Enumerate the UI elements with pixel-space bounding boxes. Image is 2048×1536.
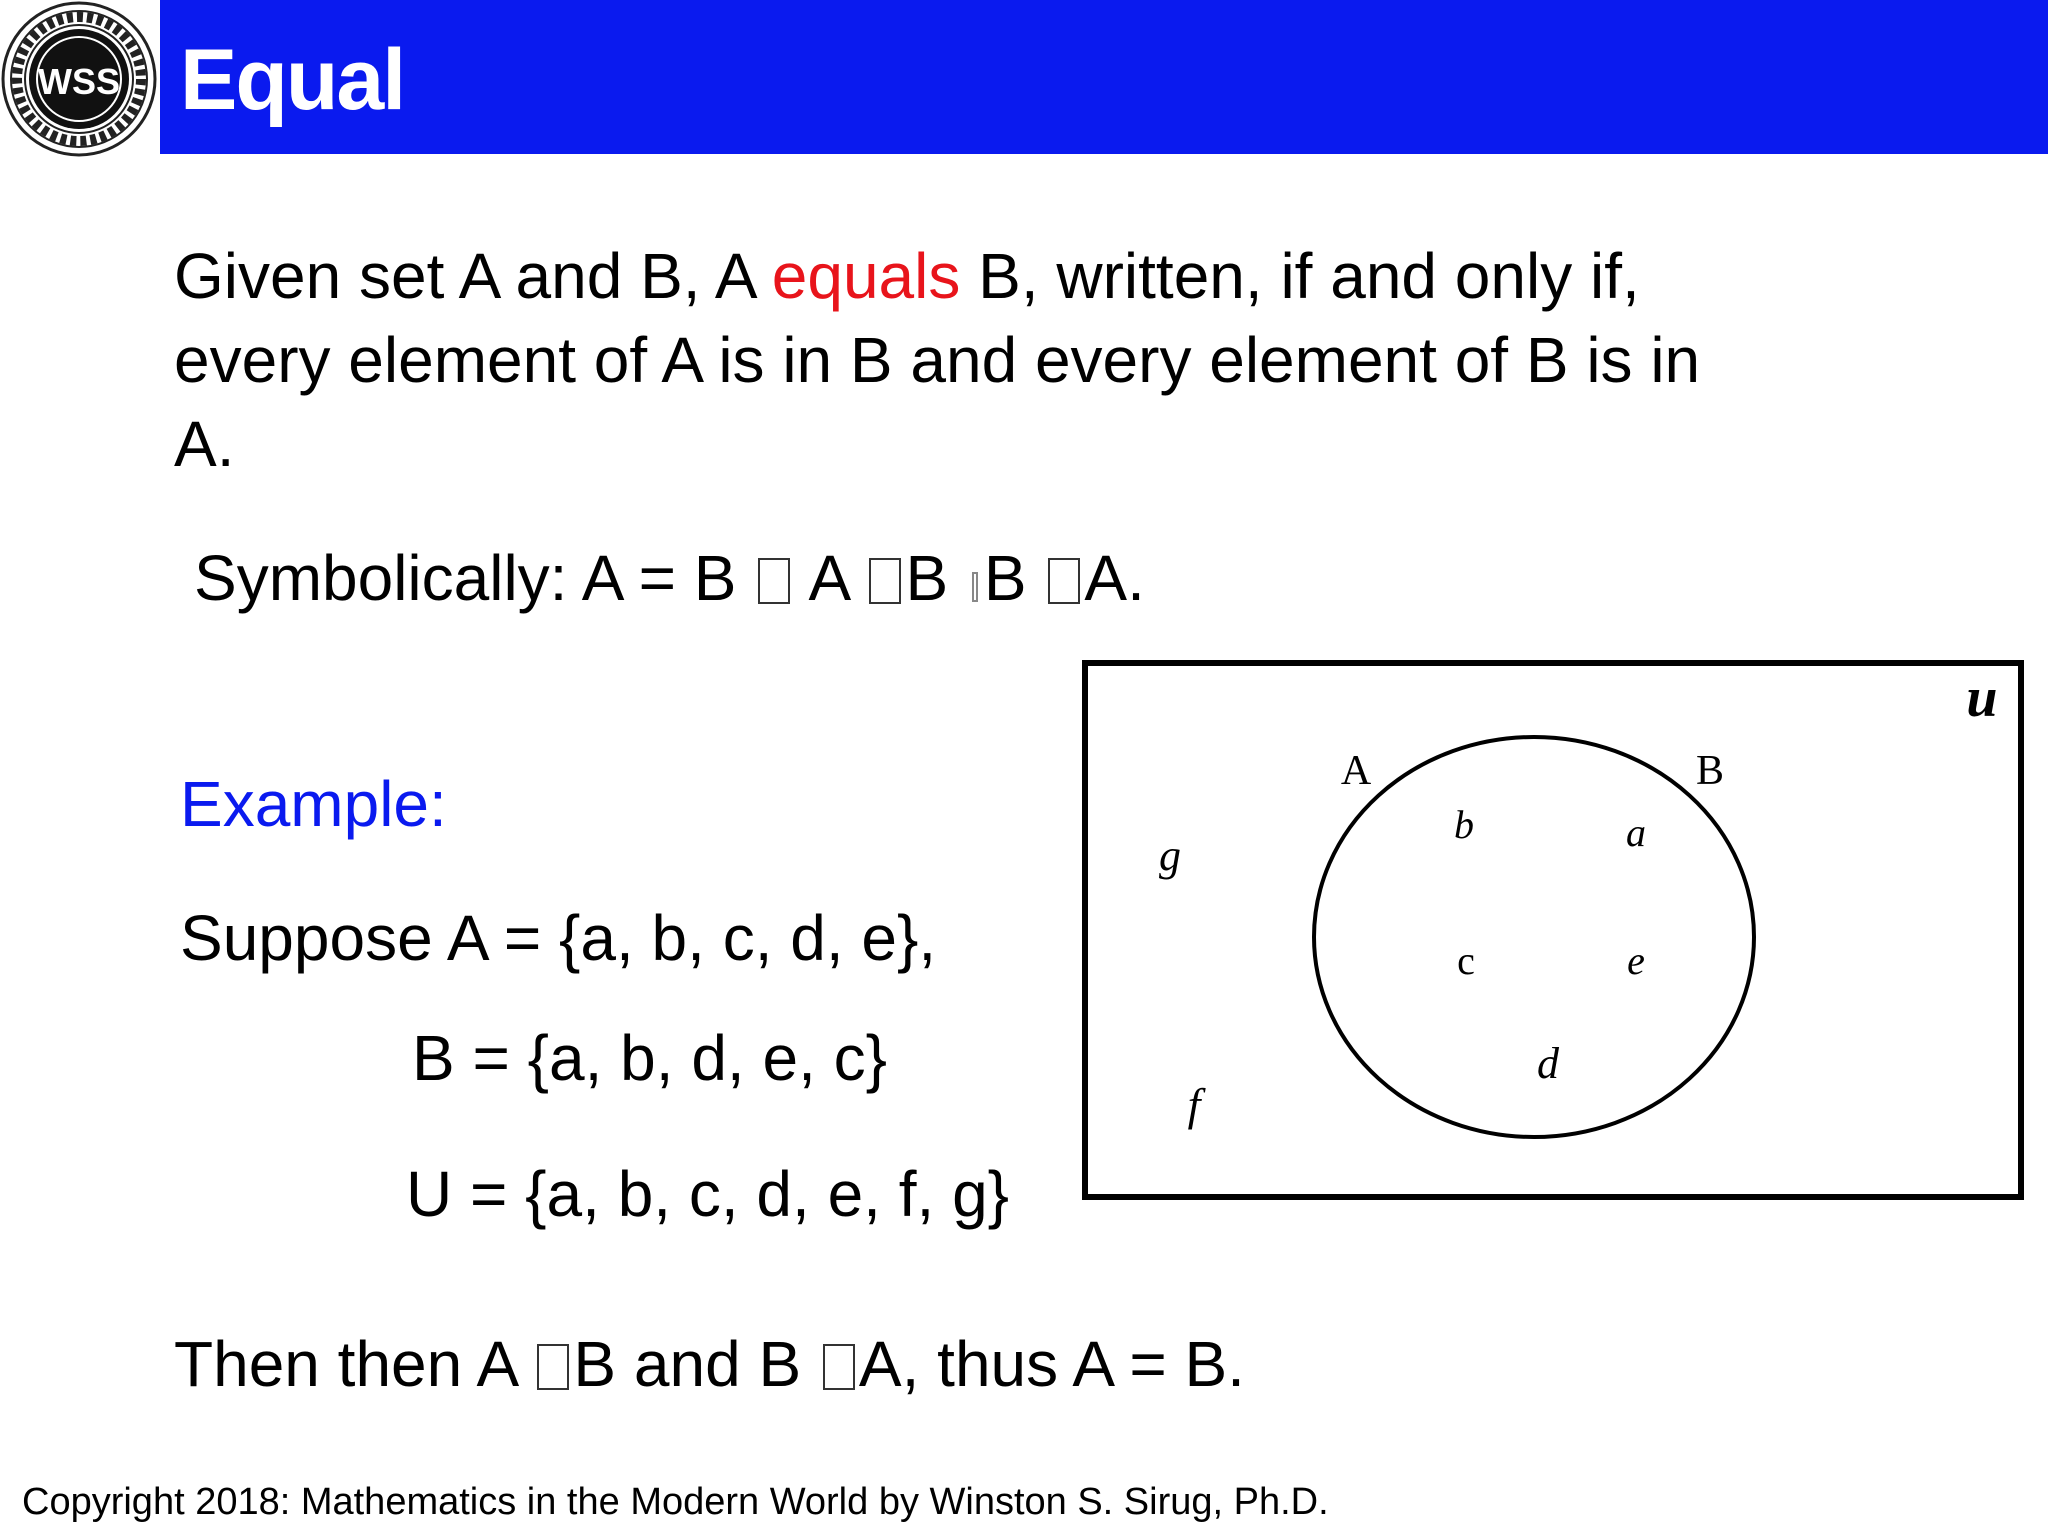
- missing-glyph-box: [1048, 558, 1080, 604]
- equals-highlight: equals: [771, 240, 961, 312]
- set-b-definition: B = {a, b, d, e, c}: [412, 1022, 887, 1094]
- header-bar: [160, 0, 2048, 154]
- example-heading: Example:: [180, 768, 447, 840]
- conclusion-text: B and B: [573, 1328, 819, 1400]
- definition-line-3: A.: [174, 408, 235, 480]
- definition-line-1: [174, 234, 1640, 318]
- missing-glyph-box: [537, 1344, 569, 1390]
- missing-glyph-box: [869, 558, 901, 604]
- missing-glyph-box: [823, 1344, 855, 1390]
- logo-text: WSS: [37, 61, 121, 102]
- element-e: e: [1627, 938, 1645, 983]
- symbolic-statement: [194, 536, 1145, 620]
- definition-text: B, written, if and only if,: [960, 240, 1640, 312]
- universe-rectangle: [1085, 663, 2021, 1197]
- missing-glyph-box: [758, 558, 790, 604]
- universe-label: u: [1966, 667, 1998, 729]
- definition-text: Given set A and B, A: [174, 240, 772, 312]
- symbolic-text: A: [794, 542, 866, 614]
- definition-line-2: every element of A is in B and every element of B is in: [174, 324, 1701, 396]
- copyright-footer: Copyright 2018: Mathematics in the Modern World by Winston S. Sirug, Ph.D.: [22, 1481, 1329, 1523]
- wss-logo: [0, 0, 158, 158]
- set-a-definition: Suppose A = {a, b, c, d, e},: [180, 902, 937, 974]
- conclusion-text: Then then A: [174, 1328, 534, 1400]
- element-b: b: [1454, 802, 1474, 847]
- element-g: g: [1159, 831, 1181, 880]
- symbolic-text: B: [983, 542, 1045, 614]
- element-a: a: [1626, 810, 1646, 855]
- element-c: c: [1457, 938, 1475, 983]
- element-d: d: [1537, 1039, 1559, 1088]
- set-b-label: B: [1695, 748, 1725, 794]
- symbolic-text: Symbolically: A = B: [194, 542, 755, 614]
- missing-glyph-bar: [972, 572, 978, 602]
- venn-diagram: [1082, 660, 2024, 1200]
- set-a-label: A: [1340, 748, 1372, 794]
- symbolic-text: B: [905, 542, 966, 614]
- set-u-definition: U = {a, b, c, d, e, f, g}: [406, 1158, 1010, 1230]
- conclusion-statement: [174, 1322, 1245, 1406]
- symbolic-text: A.: [1084, 542, 1145, 614]
- slide-title: Equal: [180, 32, 405, 128]
- conclusion-text: A, thus A = B.: [858, 1328, 1245, 1400]
- element-f: f: [1187, 1079, 1201, 1130]
